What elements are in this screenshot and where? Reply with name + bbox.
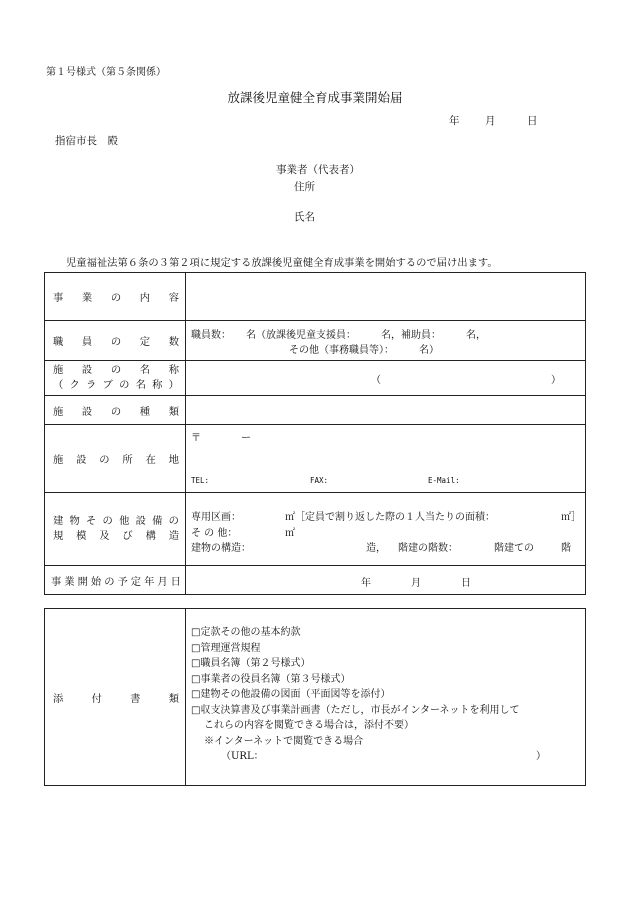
attachment-item[interactable]: □職員名簿（第２号様式） bbox=[191, 658, 311, 669]
per-person-area-label: ［定員で割り返した際の１人当たりの面積： bbox=[295, 512, 495, 523]
applicant-label: 事業者（代表者） bbox=[276, 164, 360, 176]
label-staff-count: 職 員 の 定 数 bbox=[45, 321, 186, 361]
application-form-table bbox=[44, 272, 586, 595]
row-facility-name bbox=[45, 361, 586, 396]
sqm-unit-3: ㎡ bbox=[285, 528, 295, 539]
url-line bbox=[191, 749, 585, 765]
attachments-table bbox=[44, 608, 586, 786]
label-facility-name: 施 設 の 名 称 （ ク ラ ブ の 名 称 ） bbox=[45, 361, 186, 396]
row-facility-type bbox=[45, 396, 586, 425]
attachment-item[interactable]: □事業者の役員名簿（第３号様式） bbox=[191, 673, 351, 685]
name-label: 氏名 bbox=[294, 211, 315, 223]
staff-line-2: その他（事務職員等）： 名） bbox=[289, 345, 439, 356]
attachment-item[interactable]: □管理運営規程 bbox=[191, 642, 261, 654]
field-facility-type[interactable] bbox=[186, 396, 586, 425]
floors-label: 階建の階数： bbox=[398, 543, 458, 554]
label-attachments: 添 付 書 類 bbox=[45, 609, 186, 786]
field-facility-location[interactable] bbox=[186, 425, 586, 493]
attachment-item[interactable]: □収支決算書及び事業計画書（ただし，市長がインターネットを利用して bbox=[191, 704, 520, 716]
label-start-date: 事 業 開 始 の 予 定 年 月 日 bbox=[45, 566, 186, 595]
paren-open: （ bbox=[371, 375, 381, 386]
form-reference: 第１号様式（第５条関係） bbox=[46, 67, 166, 78]
postal-mark: 〒 bbox=[191, 433, 201, 444]
row-staff-count bbox=[45, 321, 586, 361]
start-year-label: 年 bbox=[361, 578, 371, 589]
start-day-label: 日 bbox=[461, 578, 471, 589]
fax-label: FAX: bbox=[310, 476, 329, 485]
label-facility-location: 施 設 の 所 在 地 bbox=[45, 425, 186, 493]
row-facility-location bbox=[45, 425, 586, 493]
label-building: 建 物 そ の 他 設 備 の 規 模 及 び 構 造 bbox=[45, 493, 186, 566]
paren-close: ） bbox=[551, 375, 561, 386]
sqm-unit-1: ㎡ bbox=[285, 512, 295, 523]
structure-label: 建物の構造： bbox=[191, 543, 251, 554]
email-label: E-Mail: bbox=[428, 476, 460, 485]
start-month-label: 月 bbox=[411, 578, 421, 589]
submission-date bbox=[449, 113, 538, 128]
row-building bbox=[45, 493, 586, 566]
row-business-content bbox=[45, 273, 586, 321]
label-chars: 事 業 の 内 容 bbox=[53, 292, 179, 304]
url-close: ） bbox=[536, 751, 546, 762]
field-business-content[interactable] bbox=[186, 273, 586, 321]
attachment-item[interactable]: □建物その他設備の図面（平面図等を添付） bbox=[191, 689, 391, 700]
addressee: 指宿市長 殿 bbox=[55, 135, 118, 147]
row-attachments bbox=[45, 609, 586, 786]
attachment-item[interactable]: □定款その他の基本約款 bbox=[191, 627, 301, 638]
sqm-unit-2: ㎡］ bbox=[561, 512, 581, 523]
label-facility-type: 施 設 の 種 類 bbox=[45, 396, 186, 425]
field-facility-name[interactable] bbox=[186, 361, 586, 396]
field-attachments[interactable] bbox=[186, 609, 586, 786]
field-staff-count[interactable] bbox=[186, 321, 586, 361]
structure-zou: 造， bbox=[366, 543, 386, 554]
attachment-item-note: これらの内容を閲覧できる場合は，添付不要） bbox=[204, 720, 414, 731]
staff-line-1: 職員数： 名（放課後児童支援員： 名，補助員： 名， bbox=[191, 330, 486, 341]
date-month-label: 月 bbox=[485, 115, 496, 127]
date-day-label: 日 bbox=[527, 115, 538, 127]
document-title: 放課後児童健全育成事業開始届 bbox=[227, 90, 403, 105]
floor-position-label: 階建ての bbox=[494, 543, 534, 554]
label-business-content bbox=[45, 273, 186, 321]
url-label: （URL： bbox=[221, 751, 264, 762]
field-building[interactable] bbox=[186, 493, 586, 566]
internet-note: ※インターネットで閲覧できる場合 bbox=[204, 735, 364, 747]
address-label: 住所 bbox=[294, 181, 315, 193]
exclusive-area-label: 専用区画： bbox=[191, 512, 241, 523]
floor-unit: 階 bbox=[561, 543, 571, 554]
attachment-checklist bbox=[186, 609, 585, 765]
intro-statement: 児童福祉法第６条の３第２項に規定する放課後児童健全育成事業を開始するので届け出ます。 bbox=[66, 257, 498, 269]
row-start-date bbox=[45, 566, 586, 595]
postal-dash: ー bbox=[241, 433, 251, 444]
field-start-date[interactable] bbox=[186, 566, 586, 595]
other-area-label: そ の 他： bbox=[191, 528, 238, 539]
date-year-label: 年 bbox=[449, 115, 460, 127]
tel-label: TEL: bbox=[191, 476, 210, 485]
